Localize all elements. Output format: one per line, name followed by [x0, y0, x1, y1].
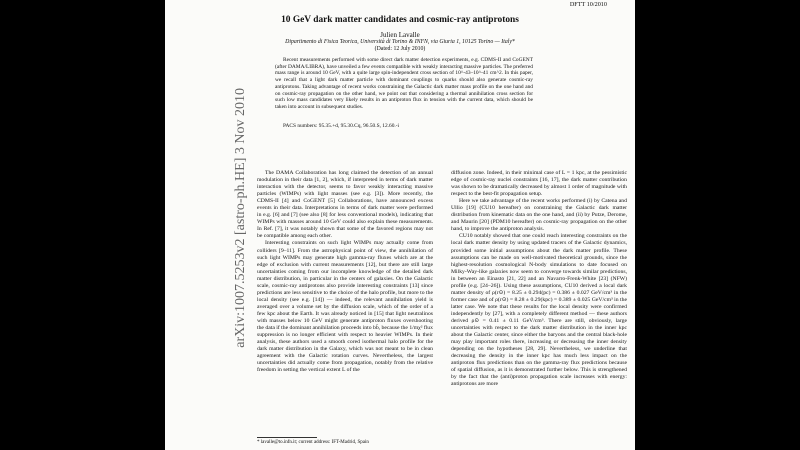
author-affiliation: Dipartimento di Fisica Teorica, Università di Torino & INFN, via Giuria 1, 10125 Torino — Italy*	[285, 39, 515, 45]
author-name: Julien Lavalle	[380, 31, 420, 39]
body-paragraph: Interesting constraints on such light WIMPs may actually come from colliders [9–11]. From the astrophysical point of view, the annihilation of such light WIMPs may generate high gamma-ray fluxes which are at the edge of exclusion with current measurements [12], but there are still large uncertainties coming from our incomplete knowledge of the detailed dark matter distribution, in particular in the centers of galaxies. On the Galactic scale, cosmic-ray antiprotons also provide interesting constraints [13] since predictions are less sensitive to the choice of the halo profile, but more to the local density (see e.g. [14]) — indeed, the relevant annihilation yield is averaged over a volume set by the diffusion scale, which of the order of a few kpc about the Earth. It was already noticed in [15] that light neutralinos with masses below 10 GeV might generate antiproton fluxes overshooting the data if the dominant annihilation proceeds into bb̄, because the 1/mχ² flux suppression is no longer efficient with respect to heavier WIMPs. In their analysis, these authors used a smooth cored isothermal halo profile for the dark matter distribution in the Galaxy, which was not meant to be in clean agreement with the Galactic rotation curves. Nevertheless, the largest uncertainties did actually come from propagation, notably from the relative freedom in setting the vertical extent L of the	[257, 240, 433, 374]
body-paragraph: The DAMA Collaboration has long claimed the detection of an annual modulation in their data [1, 2], which, if interpreted in terms of dark matter interaction with the detector, seems to favor weakly interacting massive particles (WIMPs) with light masses (see e.g. [3]). More recently, the CDMS-II [4] and CoGENT [5] Collaborations, have announced excess events in their data. Interpretations in terms of dark matter were performed in e.g. [6] and [7] (see also [8] for less conventional models), indicating that WIMPs with masses around 10 GeV could also explain these measurements. In Ref. [7], it was notably shown that some of the favored regions may not be compatible among each other.	[257, 170, 433, 240]
paper-title: 10 GeV dark matter candidates and cosmic-ray antiprotons	[281, 15, 519, 25]
body-paragraph: CU10 notably showed that one could reach interesting constraints on the local dark matter density by using updated tracers of the Galactic dynamics, provided some initial assumptions about the dark matter profile. These assumptions can be made on well-motivated theoretical grounds, since the highest-resolution cosmological N-body simulations to date focused on Milky-Way-like galaxies now seem to converge towards similar predictions, in between an Einasto [21, 22] and an Navarro-Frenk-White [23] (NFW) profile (e.g. [24–26]). Using these assumptions, CU10 derived a local dark matter density of ρ(r⊙) = 8.25 ± 0.294(pc) = 0.386 ± 0.027 GeV/cm³ in the former case and of ρ(r⊙) = 8.28 ± 0.29(kpc) = 0.389 ± 0.025 GeV/cm³ in the latter case. We note that these results for the local density were confirmed independently by [27], with a completely different method — these authors derived ρ⊙ = 0.41 ± 0.11 GeV/cm³. There are still, obviously, large uncertainties with respect to the dark matter distribution in the inner kpc about the Galactic center, since either the baryons and the central black-hole may play important roles there, increasing or decreasing the inner density depending on the hypotheses [28, 29]. Nevertheless, we underline that decreasing the density in the inner kpc has much less impact on the antiproton flux predictions than on the gamma-ray flux predictions because of spatial diffusion, as it is demonstrated further below. This is strengthened by the fact that the (anti)proton propagation scale increases with energy: antiprotons are more	[451, 233, 627, 388]
body-paragraph: Here we take advantage of the recent works performed (i) by Catena and Ullio [19] (CU10 hereafter) on constraining the Galactic dark matter distribution from kinematic data on the one hand, and (ii) by Putze, Derome, and Maurin [20] (PDM10 hereafter) on cosmic-ray propagation on the other hand, to improve the antiproton analysis.	[451, 198, 627, 233]
right-column	[451, 170, 627, 388]
arxiv-stamp: arXiv:1007.5253v2 [astro-ph.HE] 3 Nov 2010	[233, 88, 248, 348]
footnote-rule	[257, 437, 317, 438]
paper-page	[165, 0, 635, 450]
left-column	[257, 170, 433, 374]
pacs-numbers: PACS numbers: 95.35.+d, 95.30.Cq, 96.50.S, 12.60.-i	[283, 123, 400, 129]
preprint-number: DFTT 10/2010	[569, 1, 607, 8]
abstract: Recent measurements performed with some direct dark matter detection experiments, e.g. CDMS-II and CoGENT (after DAMA/LIBRA), have unveiled a few events compatible with weakly interacting massive particles. The preferred mass range is around 10 GeV, with a quite large spin-independent cross section of 10^-43–10^-41 cm^2. In this paper, we recall that a light dark matter particle with dominant couplings to quarks should also generate cosmic-ray antiprotons. Taking advantage of recent works constraining the Galactic dark matter mass profile on the one hand and on cosmic-ray propagation on the other hand, we point out that considering a thermal annihilation cross section for such low mass candidates very likely results in an antiproton flux in tension with the current data, which should be taken into account in subsequent studies.	[275, 57, 533, 110]
body-paragraph: diffusion zone. Indeed, in their minimal case of L = 1 kpc, at the pessimistic edge of cosmic-ray nuclei constraints [16, 17], the dark matter contribution was shown to be dramatically decreased by almost 1 order of magnitude with respect to the best-fit propagation setup.	[451, 170, 627, 198]
footnote: * lavalle@to.infn.it; current address: IFT-Madrid, Spain	[257, 440, 369, 445]
paper-date: (Dated: 12 July 2010)	[374, 46, 426, 52]
